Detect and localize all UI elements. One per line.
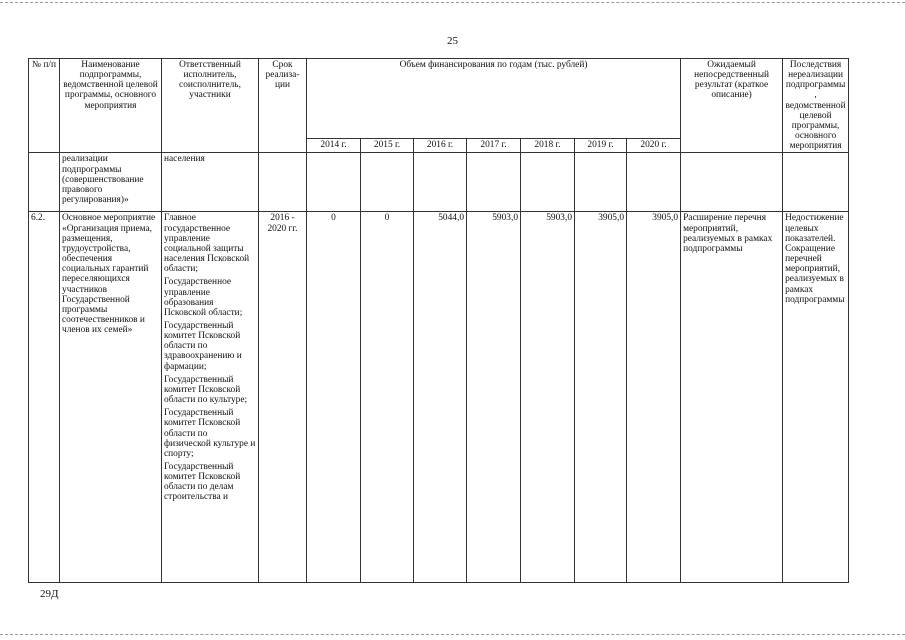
header-executor: Ответственный исполнитель, соисполнитель, участники (162, 59, 259, 153)
table-row-6-2 (29, 212, 849, 583)
document-code: 29Д (40, 588, 59, 600)
header-year: 2020 г. (627, 139, 681, 153)
cell-value-2019: 3905,0 (575, 212, 627, 583)
cell-result: Расширение перечня мероприятий, реализуемых в рамках подпрограммы (681, 212, 783, 583)
header-year: 2018 г. (521, 139, 575, 153)
header-year: 2017 г. (467, 139, 521, 153)
cell-name: реализации подпрограммы (совершенствование правового регулирования)» (60, 153, 162, 212)
cell-name: Основное мероприятие «Организация приема, размещения, трудоустройства, обеспечения социальных гарантий переселяющихся участников Государственной программы соотечественников и членов их семей» (60, 212, 162, 583)
cell-value (414, 153, 467, 212)
header-term: Срок реализа-ции (259, 59, 307, 153)
cell-no (29, 153, 60, 212)
header-year: 2014 г. (307, 139, 361, 153)
cell-value (521, 153, 575, 212)
page-top-edge (0, 2, 905, 3)
cell-value (361, 153, 414, 212)
header-consequence: Последствия нереализации подпрограммы, ведомственной целевой программы, основного мероприятия (783, 59, 849, 153)
page-number: 25 (447, 35, 458, 47)
header-year: 2016 г. (414, 139, 467, 153)
cell-value (575, 153, 627, 212)
header-finance: Объем финансирования по годам (тыс. рублей) (307, 59, 681, 139)
executor-item: Государственный комитет Псковской области по делам строительства и (164, 462, 241, 503)
cell-value (467, 153, 521, 212)
cell-executor (162, 212, 259, 583)
funding-table (28, 58, 849, 583)
cell-value (307, 153, 361, 212)
cell-value-2017: 5903,0 (467, 212, 521, 583)
header-no: № п/п (29, 59, 60, 153)
cell-executor: населения (162, 153, 259, 212)
cell-result (681, 153, 783, 212)
cell-consequence (783, 153, 849, 212)
cell-term: 2016 - 2020 гг. (259, 212, 307, 583)
cell-no: 6.2. (29, 212, 60, 583)
header-name: Наименование подпрограммы, ведомственной целевой программы, основного мероприятия (60, 59, 162, 153)
executor-item: Государственный комитет Псковской области по здравоохранению и фармации; (164, 320, 242, 372)
cell-value-2014: 0 (307, 212, 361, 583)
cell-value-2020: 3905,0 (627, 212, 681, 583)
executor-item: Государственный комитет Псковской области по физической культуре и спорту; (164, 408, 256, 459)
header-result: Ожидаемый непосредственный результат (краткое описание) (681, 59, 783, 153)
executor-item: Государственный комитет Псковской области по культуре; (164, 374, 248, 406)
cell-value (627, 153, 681, 212)
table-row-continuation (29, 153, 849, 212)
cell-term (259, 153, 307, 212)
page-bottom-edge (0, 634, 905, 635)
executor-item: Государственное управление образования Псковской области; (164, 277, 243, 318)
cell-consequence: Недостижение целевых показателей. Сокращение перечней мероприятий, реализуемых в рамках подпрограммы (783, 212, 849, 583)
header-year: 2019 г. (575, 139, 627, 153)
header-year: 2015 г. (361, 139, 414, 153)
header-row (29, 59, 849, 139)
cell-value-2018: 5903,0 (521, 212, 575, 583)
cell-value-2016: 5044,0 (414, 212, 467, 583)
executor-item: Главное государственное управление социальной защиты населения Псковской области; (164, 213, 250, 275)
cell-value-2015: 0 (361, 212, 414, 583)
